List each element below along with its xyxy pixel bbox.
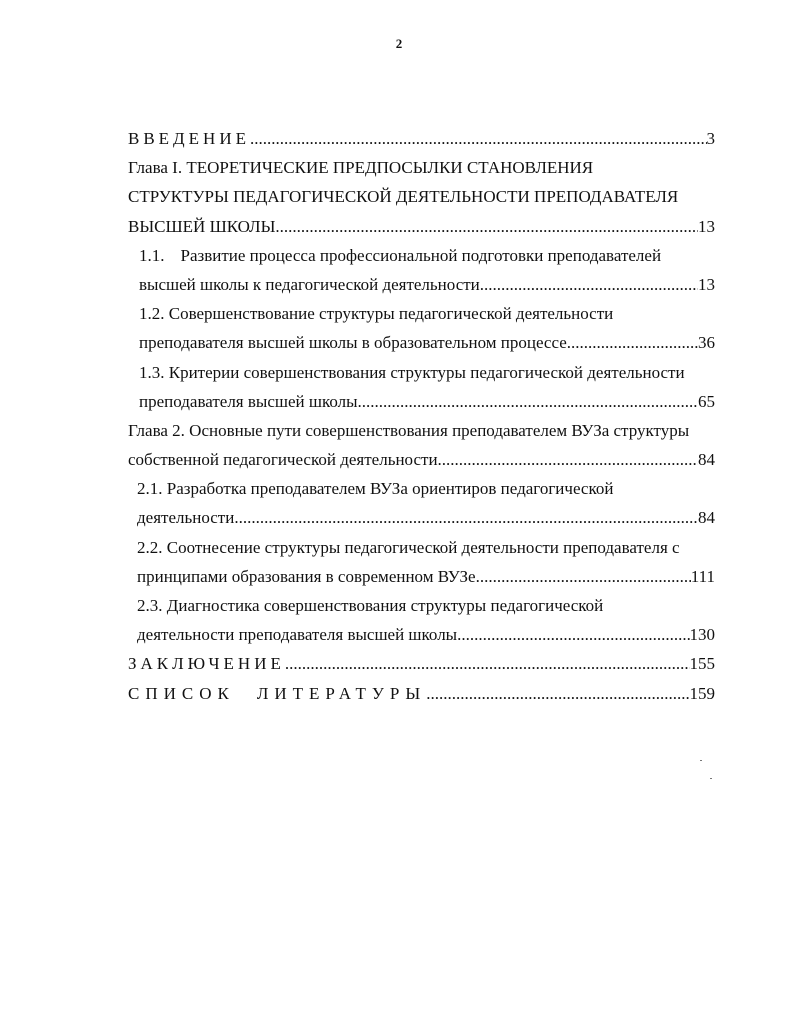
- toc-entry-page: 13: [698, 274, 715, 294]
- scan-speck: [710, 778, 712, 779]
- toc-section-1-3-line1: 1.3. Критерии совершенствования структуры педагогической деятельности: [139, 362, 685, 382]
- toc-entry-title: высшей школы к педагогической деятельности: [139, 274, 480, 294]
- toc-entry-chapter2: [128, 445, 715, 474]
- toc-entry-title: ВВЕДЕНИЕ: [128, 129, 250, 148]
- table-of-contents: [128, 124, 715, 708]
- toc-entry-intro: [128, 124, 715, 153]
- dot-leader: [480, 562, 691, 591]
- toc-entry-section-1-1: [128, 270, 715, 299]
- dot-leader: [461, 620, 689, 649]
- toc-entry-page: 111: [690, 566, 715, 586]
- toc-entry-section-2-1: [128, 503, 715, 532]
- toc-entry-title: преподавателя высшей школы.: [139, 391, 362, 411]
- toc-entry-title: ВЫСШЕЙ ШКОЛЫ: [128, 216, 276, 236]
- toc-entry-section-2-2: [128, 562, 715, 591]
- toc-entry-page: 159: [689, 683, 715, 703]
- toc-entry-title: деятельности: [137, 508, 235, 528]
- toc-entry-title: [128, 679, 426, 708]
- toc-entry-title: деятельности преподавателя высшей школы.: [137, 625, 462, 645]
- dot-leader: [285, 649, 690, 678]
- dot-leader: [571, 328, 698, 357]
- toc-entry-title: принципами образования в современном ВУЗе.: [137, 566, 480, 586]
- toc-section-2-1-line1: 2.1. Разработка преподавателем ВУЗа ориентиров педагогической: [137, 479, 614, 499]
- toc-section-2-2-line1: 2.2. Соотнесение структуры педагогической деятельности преподавателя с: [137, 537, 680, 557]
- page-number: 2: [395, 36, 403, 51]
- toc-entry-section-1-3: [128, 387, 715, 416]
- toc-entry-page: 3: [706, 129, 715, 148]
- toc-entry-page: 84: [698, 450, 715, 470]
- references-word-2: ЛИТЕРАТУРЫ: [256, 683, 427, 703]
- toc-entry-page: 155: [689, 654, 715, 674]
- section-number: 1.1.: [139, 245, 165, 265]
- dot-leader: [275, 212, 698, 241]
- scan-speck: [700, 760, 702, 761]
- toc-entry-section-1-2: [128, 328, 715, 357]
- toc-entry-page: 13: [698, 216, 715, 236]
- toc-entry-chapter1: [128, 212, 715, 241]
- dot-leader: [362, 387, 698, 416]
- toc-entry-page: 65: [698, 391, 715, 411]
- toc-entry-title: ЗАКЛЮЧЕНИЕ: [128, 654, 285, 674]
- dot-leader: [442, 445, 698, 474]
- toc-section-2-3-line1: 2.3. Диагностика совершенствования структуры педагогической: [137, 596, 604, 615]
- dot-leader: [426, 679, 689, 708]
- toc-chapter1-line1: Глава I. ТЕОРЕТИЧЕСКИЕ ПРЕДПОСЫЛКИ СТАНОВЛЕНИЯ: [128, 158, 594, 178]
- dot-leader: [480, 270, 698, 299]
- toc-section-1-1-line1: [128, 241, 715, 270]
- toc-entry-conclusion: [128, 649, 715, 678]
- section-title: Развитие процесса профессиональной подготовки преподавателей: [180, 245, 662, 265]
- dot-leader: [234, 503, 698, 532]
- references-word-1: СПИСОК: [128, 683, 235, 703]
- toc-entry-references: [128, 679, 715, 708]
- toc-entry-section-2-3: [128, 620, 715, 649]
- toc-entry-title: собственной педагогической деятельности.: [128, 450, 442, 470]
- toc-entry-page: 36: [698, 333, 715, 353]
- toc-chapter2-line1: Глава 2. Основные пути совершенствования преподавателем ВУЗа структуры: [128, 420, 690, 440]
- toc-chapter1-line2: СТРУКТУРЫ ПЕДАГОГИЧЕСКОЙ ДЕЯТЕЛЬНОСТИ ПРЕПОДАВАТЕЛЯ: [128, 187, 679, 207]
- toc-section-1-2-line1: 1.2. Совершенствование структуры педагогической деятельности: [139, 304, 614, 324]
- toc-entry-page: 84: [698, 508, 715, 528]
- dot-leader: [250, 124, 707, 153]
- toc-entry-page: 130: [689, 625, 715, 645]
- toc-entry-title: преподавателя высшей школы в образовательном процессе.: [139, 333, 572, 353]
